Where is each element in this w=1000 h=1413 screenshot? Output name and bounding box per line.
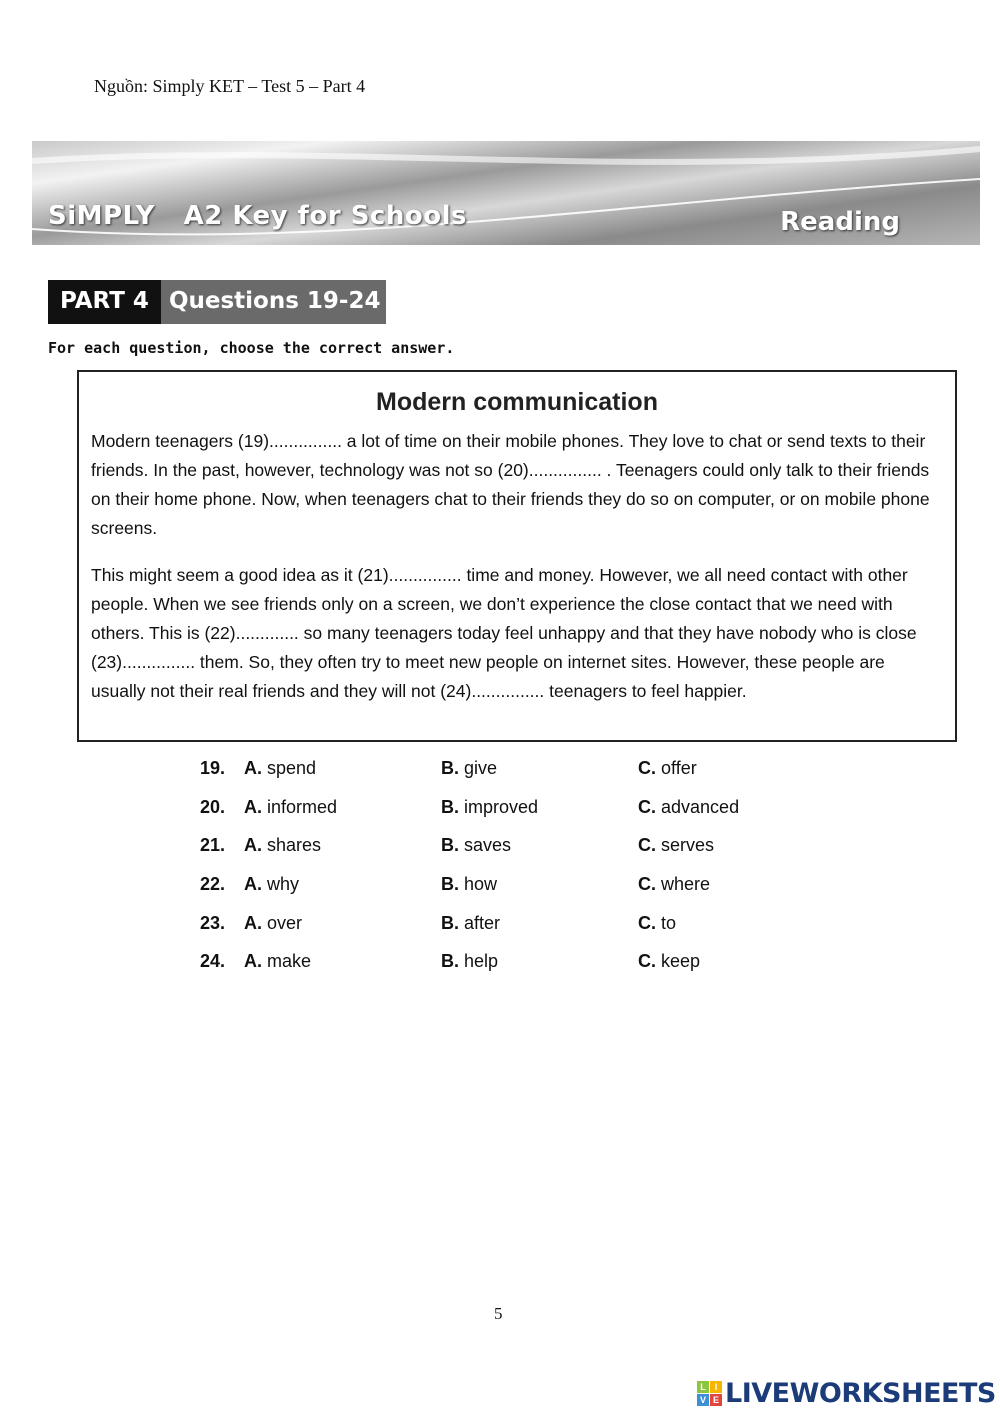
question-number: 22. <box>200 874 226 895</box>
option-letter: B. <box>441 912 459 933</box>
option-letter: B. <box>441 951 459 972</box>
option-text: improved <box>464 796 539 817</box>
option-text: over <box>267 912 303 933</box>
question-number: 20. <box>200 796 226 817</box>
logo-cube-letter: I <box>710 1381 722 1393</box>
option-letter: A. <box>244 835 262 856</box>
option-letter: B. <box>441 758 459 778</box>
question-row <box>200 874 835 913</box>
option-letter: B. <box>441 796 459 817</box>
question-number: 19. <box>200 758 226 778</box>
option-c[interactable] <box>638 874 835 913</box>
liveworksheets-logo <box>697 1378 996 1409</box>
option-text: spend <box>267 758 317 778</box>
option-b[interactable] <box>441 835 638 874</box>
source-note: Nguồn: Simply KET – Test 5 – Part 4 <box>94 76 366 96</box>
option-a[interactable] <box>244 758 441 797</box>
option-letter: B. <box>441 835 459 856</box>
option-b[interactable] <box>441 758 638 797</box>
banner-title: SiMPLY A2 Key for Schools <box>48 201 467 231</box>
option-text: saves <box>464 835 512 856</box>
option-text: make <box>267 951 312 972</box>
question-number: 24. <box>200 951 226 972</box>
option-letter: C. <box>638 874 656 895</box>
part-label: PART 4 <box>48 280 161 324</box>
option-letter: B. <box>441 874 459 895</box>
option-letter: A. <box>244 758 262 778</box>
option-a[interactable] <box>244 874 441 913</box>
option-text: offer <box>661 758 697 778</box>
option-text: serves <box>661 835 715 856</box>
option-b[interactable] <box>441 797 638 836</box>
question-row <box>200 913 835 952</box>
option-letter: C. <box>638 796 656 817</box>
instruction: For each question, choose the correct answer. <box>48 339 455 357</box>
option-text: how <box>464 874 498 895</box>
option-text: informed <box>267 796 338 817</box>
logo-cube-letter: E <box>710 1394 722 1406</box>
option-text: shares <box>267 835 322 856</box>
question-number: 21. <box>200 835 226 856</box>
questions-range: Questions 19-24 <box>161 280 387 324</box>
logo-cube-letter: V <box>697 1394 709 1406</box>
option-c[interactable] <box>638 913 835 952</box>
question-row <box>200 797 835 836</box>
question-number: 23. <box>200 912 226 933</box>
option-text: help <box>464 951 499 972</box>
option-letter: A. <box>244 874 262 895</box>
option-letter: A. <box>244 951 262 972</box>
option-letter: A. <box>244 796 262 817</box>
option-letter: C. <box>638 951 656 972</box>
option-c[interactable] <box>638 835 835 874</box>
option-text: give <box>464 758 498 778</box>
option-text: keep <box>661 951 701 972</box>
passage-paragraph: Modern teenagers (19)............... a lot of time on their mobile phones. They love to chat or send texts to their friends. In the past, however, technology was not so (20)............... . Teenagers could only talk to their friends on their home phone. Now, when teenagers chat to their friends they do so on computer, or on mobile phone screens. <box>91 431 930 538</box>
logo-text: LIVEWORKSHEETS <box>725 1378 996 1409</box>
logo-cube-letter: L <box>697 1381 709 1393</box>
option-c[interactable] <box>638 797 835 836</box>
passage-title: Modern communication <box>376 388 658 416</box>
option-letter: A. <box>244 912 262 933</box>
question-list <box>200 758 835 990</box>
option-a[interactable] <box>244 797 441 836</box>
option-a[interactable] <box>244 951 441 990</box>
header-banner <box>32 141 980 245</box>
passage-paragraph: This might seem a good idea as it (21)............... time and money. However, we all need contact with other people. When we see friends only on a screen, we don’t experience the close contact that we need with others. This is (22)............. so many teenagers today feel unhappy and that they have nobody who is close (23)............... them. So, they often try to meet new people on internet sites. However, these people are usually not their real friends and they will not (24)............... teenagers to feel happier. <box>91 565 917 701</box>
option-letter: C. <box>638 758 656 778</box>
question-row <box>200 951 835 990</box>
banner-section: Reading <box>780 207 900 237</box>
option-b[interactable] <box>441 874 638 913</box>
logo-cube-icon <box>697 1381 722 1406</box>
option-c[interactable] <box>638 951 835 990</box>
option-text: after <box>464 912 501 933</box>
option-a[interactable] <box>244 913 441 952</box>
option-b[interactable] <box>441 951 638 990</box>
page-number: 5 <box>494 1304 503 1323</box>
option-letter: C. <box>638 912 656 933</box>
option-text: to <box>661 912 677 933</box>
part-heading <box>48 280 386 324</box>
option-a[interactable] <box>244 835 441 874</box>
question-row <box>200 835 835 874</box>
option-b[interactable] <box>441 913 638 952</box>
question-row <box>200 758 835 797</box>
option-letter: C. <box>638 835 656 856</box>
option-text: why <box>267 874 300 895</box>
option-text: advanced <box>661 796 740 817</box>
passage-box <box>77 370 957 742</box>
option-c[interactable] <box>638 758 835 797</box>
option-text: where <box>661 874 711 895</box>
